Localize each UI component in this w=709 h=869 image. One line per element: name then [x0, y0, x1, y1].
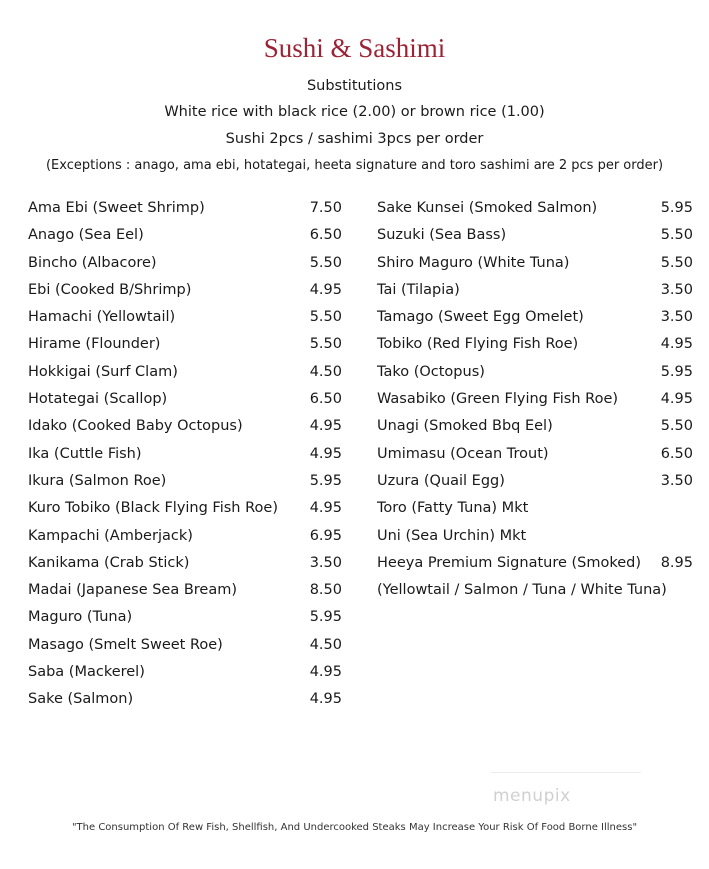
menu-item-price: 5.50 [660, 418, 693, 435]
menu-item [28, 582, 342, 609]
menu-item-name: Hotategai (Scallop) [28, 391, 168, 408]
menu-item [28, 528, 342, 555]
menu-item-name: Ikura (Salmon Roe) [28, 472, 167, 489]
menu-item-name: Shiro Maguro (White Tuna) [377, 254, 570, 271]
menu-item-price: 3.50 [309, 554, 342, 571]
menu-item [377, 200, 693, 227]
menu-item [28, 309, 342, 336]
menu-item-price: 5.50 [309, 309, 342, 326]
menu-item [377, 582, 693, 609]
menu-item-price: 3.50 [660, 281, 693, 298]
menu-item-price: 3.50 [660, 309, 693, 326]
menu-item-price: 4.95 [309, 500, 342, 517]
menu-item [377, 418, 693, 445]
menu-item-price: 4.50 [309, 363, 342, 380]
menu-item [377, 336, 693, 363]
menu-item-name: Kuro Tobiko (Black Flying Fish Roe) [28, 500, 278, 517]
menu-item-price: 5.50 [660, 227, 693, 244]
menu-item-name: Hamachi (Yellowtail) [28, 309, 176, 326]
menu-item-name: Wasabiko (Green Flying Fish Roe) [377, 391, 619, 408]
menu-item [377, 282, 693, 309]
pieces-per-order-note: Sushi 2pcs / sashimi 3pcs per order [225, 131, 484, 147]
menu-item-name: Tobiko (Red Flying Fish Roe) [377, 336, 579, 353]
menu-item [28, 609, 342, 636]
menu-item [377, 255, 693, 282]
menu-item [28, 418, 342, 445]
right-menu-column [377, 200, 693, 609]
menu-item-price: 6.50 [660, 445, 693, 462]
menu-item-price: 4.95 [309, 281, 342, 298]
menu-item-name: Kanikama (Crab Stick) [28, 554, 190, 571]
menu-item-name: Uzura (Quail Egg) [377, 472, 505, 489]
menu-item [28, 446, 342, 473]
menu-item [377, 391, 693, 418]
menu-item-price: 4.95 [309, 445, 342, 462]
menu-item-price: 8.95 [660, 554, 693, 571]
menu-item [377, 364, 693, 391]
menu-item-price: 5.50 [660, 254, 693, 271]
substitutions-heading: Substitutions [306, 78, 403, 94]
menupix-watermark: menupix [493, 786, 613, 812]
menu-item-price: 6.50 [309, 227, 342, 244]
menu-item-name: Bincho (Albacore) [28, 254, 157, 271]
menu-item-price: 4.95 [660, 336, 693, 353]
menu-item [377, 446, 693, 473]
menu-item-name: Hirame (Flounder) [28, 336, 161, 353]
menu-item-name: Ama Ebi (Sweet Shrimp) [28, 200, 205, 216]
menu-item [28, 473, 342, 500]
menu-item [28, 255, 342, 282]
menu-item-name: Suzuki (Sea Bass) [377, 227, 507, 244]
menu-item-price: 5.95 [309, 609, 342, 626]
menu-item-price: 5.95 [309, 472, 342, 489]
menu-item-name: Idako (Cooked Baby Octopus) [28, 418, 243, 435]
menu-item-price: 5.95 [660, 200, 693, 216]
menu-item [377, 309, 693, 336]
menu-item-name: Saba (Mackerel) [28, 664, 145, 681]
menu-item-name: Tako (Octopus) [377, 363, 485, 380]
menu-item [28, 391, 342, 418]
food-safety-disclaimer: "The Consumption Of Rew Fish, Shellfish, And Undercooked Steaks May Increase Your Risk Of Food Borne Illness" [71, 822, 638, 833]
menu-item-price: 4.95 [660, 391, 693, 408]
menu-item-name: Maguro (Tuna) [28, 609, 133, 626]
menu-item-name: Sake (Salmon) [28, 691, 134, 708]
menu-item-price: 4.50 [309, 636, 342, 653]
menu-item-name: Ebi (Cooked B/Shrimp) [28, 281, 192, 298]
menu-item [28, 691, 342, 718]
menu-item [377, 555, 693, 582]
menu-item [377, 528, 693, 555]
menu-item-price: 7.50 [309, 200, 342, 216]
menu-item-price: 4.95 [309, 664, 342, 681]
menu-item-price: 6.50 [309, 391, 342, 408]
menu-item-name: Unagi (Smoked Bbq Eel) [377, 418, 553, 435]
menu-item-name: Sake Kunsei (Smoked Salmon) [377, 200, 598, 216]
menu-item-name: Uni (Sea Urchin) Mkt [377, 527, 527, 544]
menu-item [28, 637, 342, 664]
menu-item [28, 555, 342, 582]
menu-item [28, 200, 342, 227]
menu-item-price: 5.50 [309, 336, 342, 353]
menu-item-price: 5.95 [660, 363, 693, 380]
menu-item-name: Hokkigai (Surf Clam) [28, 363, 178, 380]
rice-substitution-note: White rice with black rice (2.00) or brown rice (1.00) [164, 104, 545, 120]
menu-item-name: Umimasu (Ocean Trout) [377, 445, 549, 462]
menu-item-name: Madai (Japanese Sea Bream) [28, 582, 238, 599]
menu-item [377, 227, 693, 254]
menu-item-name: Masago (Smelt Sweet Roe) [28, 636, 223, 653]
menu-item [28, 336, 342, 363]
menu-item-name: (Yellowtail / Salmon / Tuna / White Tuna) [377, 582, 667, 599]
menu-item-name: Ika (Cuttle Fish) [28, 445, 142, 462]
menu-item [377, 473, 693, 500]
menu-item [377, 500, 693, 527]
menu-item-price: 4.95 [309, 418, 342, 435]
menu-item-name: Kampachi (Amberjack) [28, 527, 193, 544]
menu-item-price: 5.50 [309, 254, 342, 271]
menu-item-price: 6.95 [309, 527, 342, 544]
menu-item [28, 664, 342, 691]
menu-item [28, 227, 342, 254]
menu-title: Sushi & Sashimi [263, 33, 446, 63]
menu-item-price: 8.50 [309, 582, 342, 599]
menu-item-name: Anago (Sea Eel) [28, 227, 144, 244]
menu-item-name: Toro (Fatty Tuna) Mkt [377, 500, 529, 517]
menu-item [28, 364, 342, 391]
menu-item-name: Tamago (Sweet Egg Omelet) [377, 309, 584, 326]
menu-item-price: 4.95 [309, 691, 342, 708]
left-menu-column [28, 200, 342, 719]
menu-item-price: 3.50 [660, 472, 693, 489]
menu-item [28, 282, 342, 309]
exceptions-note: (Exceptions : anago, ama ebi, hotategai, heeta signature and toro sashimi are 2 pcs per order) [45, 158, 664, 173]
menu-item-name: Tai (Tilapia) [377, 281, 460, 298]
menu-item-name: Heeya Premium Signature (Smoked) [377, 554, 642, 571]
menu-item [28, 500, 342, 527]
